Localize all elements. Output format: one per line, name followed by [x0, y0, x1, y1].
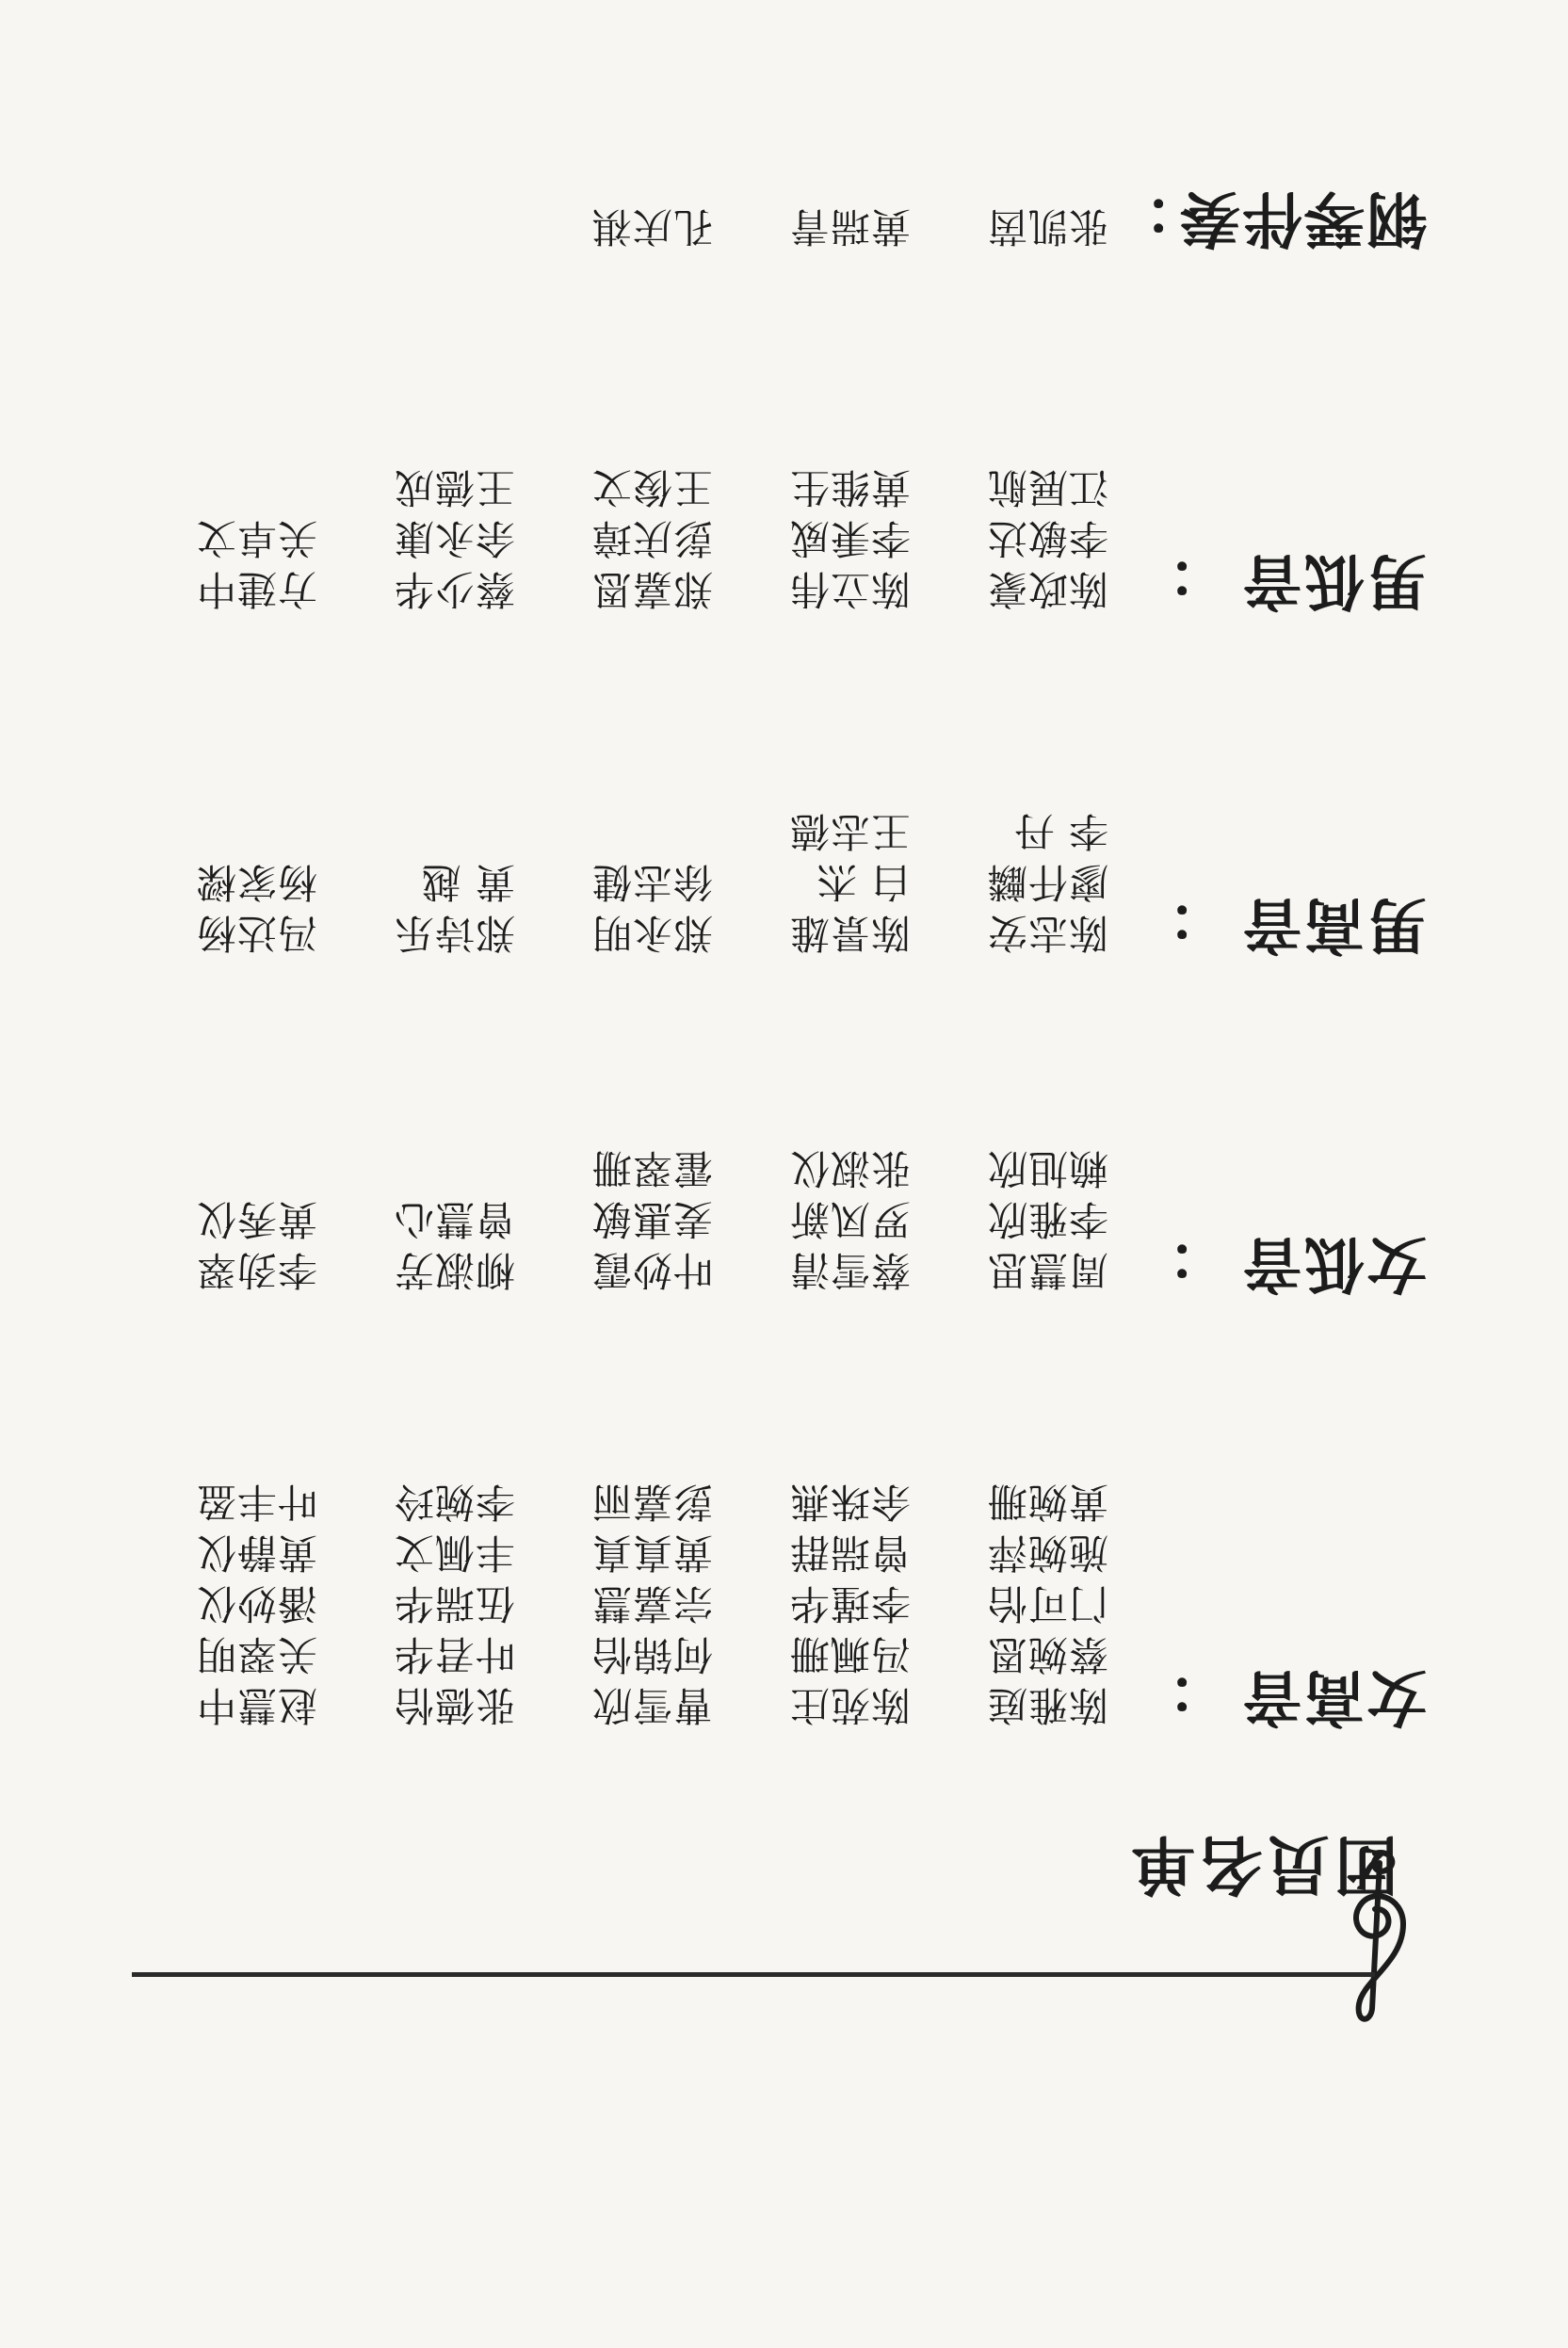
section-title-bass: 男低音: [1240, 545, 1427, 616]
member-name: 杨家樑: [195, 859, 317, 905]
member-name: 冯达杨: [195, 910, 317, 956]
member-name: 李婉玲: [393, 1479, 515, 1525]
section-title-soprano: 女高音: [1240, 1661, 1427, 1732]
section-colon: ：: [1136, 1228, 1196, 1299]
member-name: 白 杰: [816, 859, 911, 905]
member-name: 郑嘉恩: [590, 566, 713, 612]
member-name: 罗凤新: [788, 1196, 911, 1242]
member-name: 黄秀仪: [195, 1196, 317, 1242]
member-name: 丰佩文: [393, 1530, 515, 1576]
member-name: 徐志健: [590, 859, 713, 905]
member-name: 施婉萍: [986, 1530, 1108, 1576]
member-name: 蔡少华: [393, 566, 515, 612]
member-name: 叶妙霞: [590, 1247, 713, 1293]
member-name: 麦惠敏: [590, 1196, 713, 1242]
member-name: 黄维生: [788, 464, 911, 510]
section-colon: ：: [1136, 889, 1196, 960]
member-list-piano: [515, 201, 1108, 257]
member-name: 曾瑞群: [788, 1530, 911, 1576]
member-name: 江展航: [986, 464, 1108, 510]
member-name: 王德成: [393, 464, 515, 510]
section-title-alto: 女低音: [1240, 1228, 1427, 1299]
member-name: 张德怡: [393, 1682, 515, 1728]
member-name: 黄静仪: [195, 1530, 317, 1576]
page-title: 团员名单: [1126, 1826, 1398, 1902]
member-name: 李雅欣: [986, 1196, 1108, 1242]
member-name: 冯珮珊: [788, 1631, 911, 1677]
member-name: 李 丹: [1013, 808, 1108, 854]
member-name: 门可怡: [986, 1580, 1108, 1627]
member-name: 关翠明: [195, 1631, 317, 1677]
section-colon: ：: [1136, 545, 1196, 616]
member-name: 蔡婉恩: [986, 1631, 1108, 1677]
member-name: 黄 越: [420, 859, 515, 905]
section-title-piano: 钢琴伴奏: [1178, 183, 1427, 253]
section-title-tenor: 男高音: [1240, 889, 1427, 960]
member-name: 潘妙仪: [195, 1580, 317, 1627]
member-name: 柳淑芳: [393, 1247, 515, 1293]
member-name: 何锦怡: [590, 1631, 713, 1677]
member-name: 王志德: [788, 808, 911, 854]
member-name: 李敏达: [986, 515, 1108, 561]
member-list-bass: [120, 464, 1108, 620]
member-name: 郑永明: [590, 910, 713, 956]
member-name: 李秉威: [788, 515, 911, 561]
member-name: 彭庆璋: [590, 515, 713, 561]
section-colon: ：: [1112, 183, 1172, 253]
member-name: 宗嘉慧: [590, 1580, 713, 1627]
member-name: 曾慧心: [393, 1196, 515, 1242]
member-name: 陈景雄: [788, 910, 911, 956]
member-name: 孔庆祺: [590, 203, 713, 250]
member-name: 关卓文: [195, 515, 317, 561]
header-rule: [132, 1972, 1375, 1977]
member-name: 赵慧中: [195, 1682, 317, 1728]
member-name: 廖仟麟: [986, 859, 1108, 905]
member-name: 张凯茵: [986, 203, 1108, 250]
member-name: 曹雪欣: [590, 1682, 713, 1728]
member-name: 李劲翠: [195, 1247, 317, 1293]
section-colon: ：: [1136, 1661, 1196, 1732]
member-name: 彭嘉丽: [590, 1479, 713, 1525]
member-name: 叶丰盈: [195, 1479, 317, 1525]
member-name: 蔡雪清: [788, 1247, 911, 1293]
member-name: 叶君华: [393, 1631, 515, 1677]
member-name: 伍瑞华: [393, 1580, 515, 1627]
member-name: 王俊文: [590, 464, 713, 510]
member-name: 陈立伟: [788, 566, 911, 612]
member-name: 周慧思: [986, 1247, 1108, 1293]
member-list-alto: [120, 1145, 1108, 1301]
member-name: 霍翠珊: [590, 1145, 713, 1191]
member-name: 陈雅庭: [986, 1682, 1108, 1728]
member-name: 郑诗乐: [393, 910, 515, 956]
member-list-soprano: [120, 1479, 1108, 1736]
member-name: 李瑾华: [788, 1580, 911, 1627]
member-name: 陈志安: [986, 910, 1108, 956]
member-name: 黄婉珊: [986, 1479, 1108, 1525]
member-name: 余永康: [393, 515, 515, 561]
member-name: 黄真真: [590, 1530, 713, 1576]
member-name: 张淑仪: [788, 1145, 911, 1191]
member-name: 方建中: [195, 566, 317, 612]
member-name: 赖旭欣: [986, 1145, 1108, 1191]
member-name: 陈政豪: [986, 566, 1108, 612]
member-name: 陈苑庄: [788, 1682, 911, 1728]
member-list-tenor: [120, 808, 1108, 963]
member-name: 黄瑞青: [788, 203, 911, 250]
member-name: 余珠燕: [788, 1479, 911, 1525]
